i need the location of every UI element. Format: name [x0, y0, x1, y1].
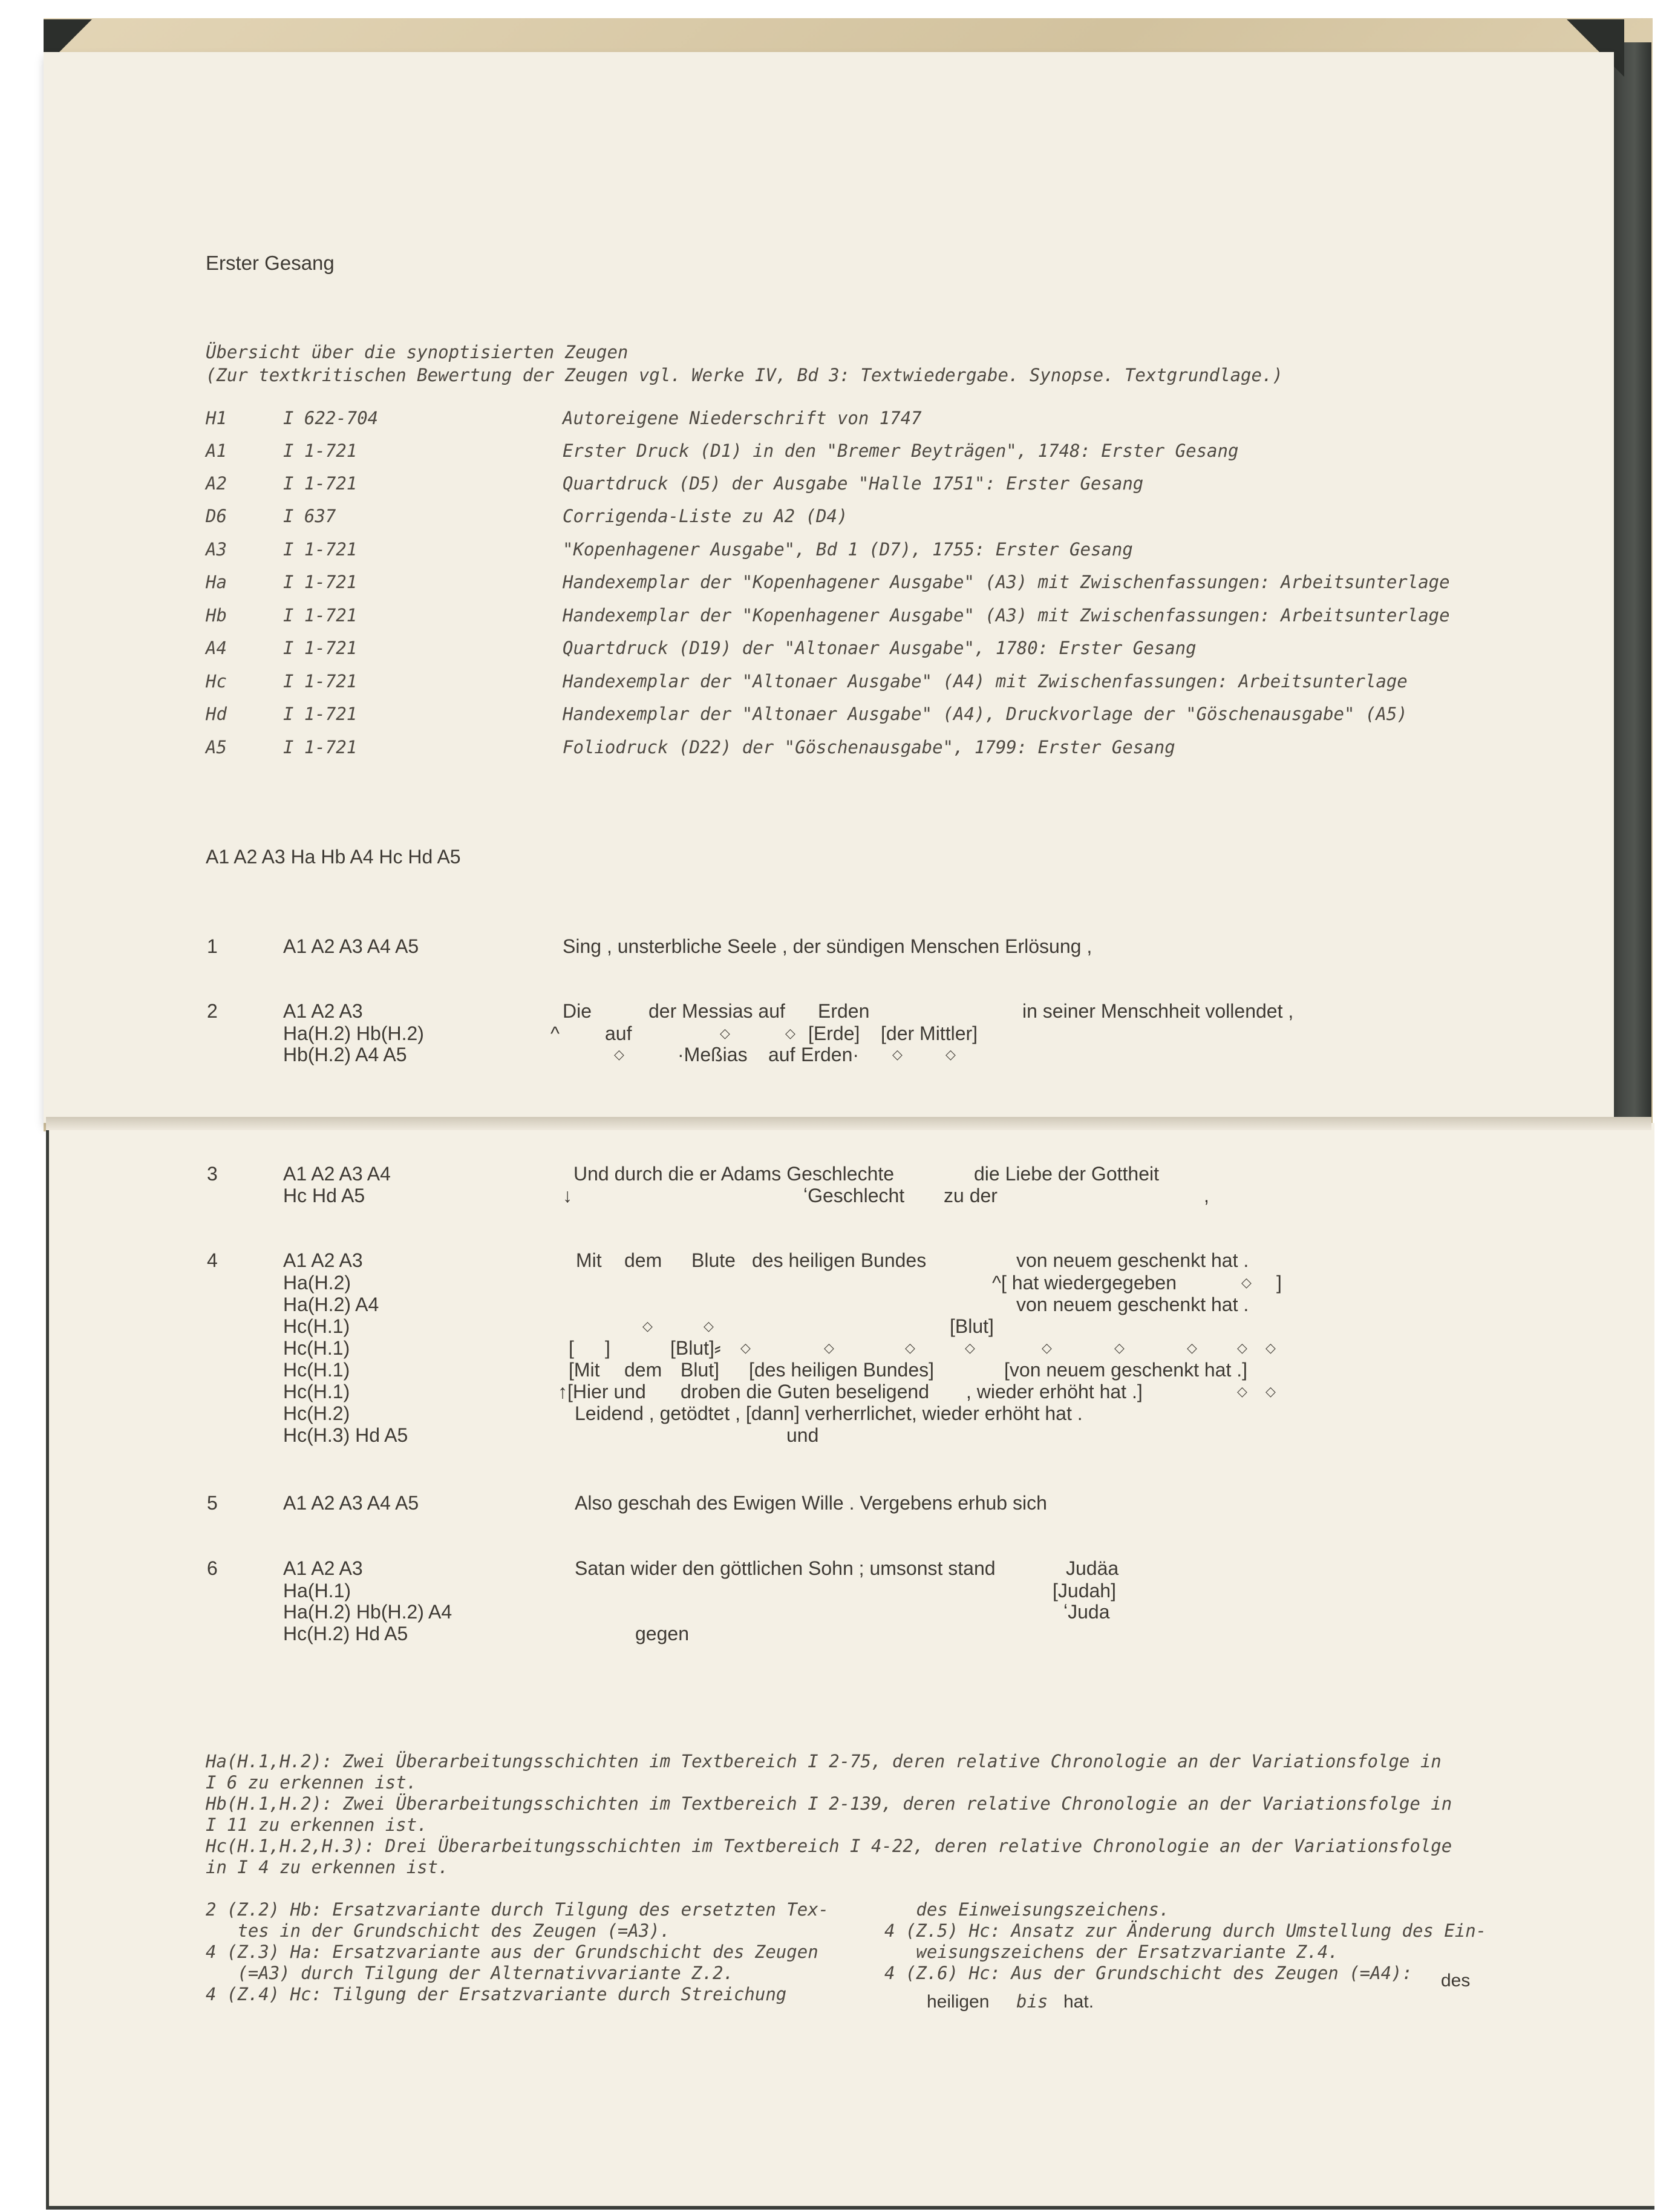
verse-text: der Messias auf — [648, 1000, 785, 1022]
verse-text: [Judah] — [1053, 1580, 1116, 1602]
note-line: I 6 zu erkennen ist. — [206, 1772, 417, 1793]
verse-text: zu der — [944, 1185, 998, 1206]
witness-sigla: Hc(H.3) Hd A5 — [283, 1424, 408, 1446]
variant-marker: ◇ — [1187, 1341, 1197, 1356]
page-heading: Erster Gesang — [206, 252, 335, 274]
note-tail-word: des — [1441, 1971, 1471, 1991]
witness-description: Handexemplar der "Altonaer Ausgabe" (A4), Druckvorlage der "Göschenausgabe" (A5) — [563, 704, 1408, 724]
witness-range: I 637 — [283, 506, 336, 526]
variant-marker: ◇ — [1237, 1384, 1247, 1399]
verse-text: ↓ — [563, 1185, 572, 1206]
witness-range: I 622-704 — [283, 408, 379, 428]
witness-sigla: Hc(H.1) — [283, 1315, 350, 1337]
witness-sigla: Hc(H.1) — [283, 1381, 350, 1402]
verse-text: , — [1204, 1185, 1209, 1206]
witness-sigla: Hc(H.2) Hd A5 — [283, 1623, 408, 1644]
witness-sigla: Ha(H.2) Hb(H.2) A4 — [283, 1601, 452, 1623]
witness-description: Foliodruck (D22) der "Göschenausgabe", 1799: Erster Gesang — [563, 737, 1175, 758]
witness-sigla: Hc(H.2) — [283, 1402, 350, 1424]
witness-range: I 1-721 — [283, 737, 358, 758]
verse-text: von neuem geschenkt hat . — [1016, 1294, 1249, 1315]
verse-text: Mit — [576, 1249, 602, 1271]
witness-siglum: Hd — [206, 704, 227, 724]
witness-sigla: Ha(H.2) Hb(H.2) — [283, 1023, 424, 1044]
verse-text: die Liebe der Gottheit — [974, 1163, 1159, 1185]
verse-text: Erden — [818, 1000, 870, 1022]
witness-list: A1 A2 A3 Ha Hb A4 Hc Hd A5 — [206, 846, 461, 868]
verse-text: dem — [624, 1359, 662, 1381]
note-line: Ha(H.1,H.2): Zwei Überarbeitungsschichten im Textbereich I 2-75, deren relative Chronologie an der Variationsfolge in — [206, 1751, 1442, 1772]
note-line: weisungszeichens der Ersatzvariante Z.4. — [884, 1942, 1339, 1962]
witness-range: I 1-721 — [283, 539, 358, 560]
verse-number: 4 — [207, 1249, 218, 1271]
witness-siglum: Ha — [206, 572, 227, 592]
note-tail-word: bis — [1016, 1991, 1048, 2012]
verse-text: [Mit — [569, 1359, 600, 1381]
note-tail-word: hat. — [1063, 1992, 1094, 2012]
witness-sigla: A1 A2 A3 A4 — [283, 1163, 391, 1185]
verse-text: in seiner Menschheit vollendet , — [1022, 1000, 1294, 1022]
witness-sigla: Hc(H.1) — [283, 1337, 350, 1359]
variant-marker: ◇ — [1241, 1275, 1252, 1291]
note-tail-word: heiligen — [927, 1992, 990, 2012]
verse-text: ^[ hat wiedergegeben — [992, 1272, 1177, 1294]
note-line: 4 (Z.6) Hc: Aus der Grundschicht des Zeugen (=A4): — [884, 1963, 1412, 1983]
witness-siglum: A5 — [206, 737, 227, 758]
witness-range: I 1-721 — [283, 605, 358, 626]
variant-marker: ◇ — [905, 1341, 915, 1356]
verse-text: Also geschah des Ewigen Wille . Vergebens erhub sich — [575, 1492, 1047, 1514]
witness-range: I 1-721 — [283, 440, 358, 461]
variant-marker: ◇ — [614, 1047, 624, 1062]
note-line: Hb(H.1,H.2): Zwei Überarbeitungsschichten im Textbereich I 2-139, deren relative Chronologie an der Variationsfolge in — [206, 1793, 1452, 1814]
verse-text: ʻJuda — [1063, 1601, 1110, 1623]
note-line: 4 (Z.5) Hc: Ansatz zur Änderung durch Umstellung des Ein- — [884, 1920, 1487, 1941]
verse-number: 2 — [207, 1000, 218, 1022]
witness-siglum: A2 — [206, 473, 227, 494]
overview-subtitle: (Zur textkritischen Bewertung der Zeugen vgl. Werke IV, Bd 3: Textwiedergabe. Synopse. Textgrundlage.) — [206, 365, 1283, 385]
verse-text: auf — [768, 1044, 795, 1065]
overview-title: Übersicht über die synoptisierten Zeugen — [206, 342, 629, 362]
verse-text: Erden· — [801, 1044, 860, 1065]
note-line: in I 4 zu erkennen ist. — [206, 1857, 449, 1877]
verse-text: ] — [605, 1337, 610, 1359]
verse-text: [des heiligen Bundes] — [749, 1359, 934, 1381]
witness-description: Quartdruck (D5) der Ausgabe "Halle 1751": Erster Gesang — [563, 473, 1144, 494]
witness-sigla: Hb(H.2) A4 A5 — [283, 1044, 407, 1065]
verse-text: Leidend , getödtet , [dann] verherrlichet, wieder erhöht hat . — [575, 1402, 1083, 1424]
witness-siglum: Hc — [206, 671, 227, 692]
note-line: 4 (Z.4) Hc: Tilgung der Ersatzvariante durch Streichung — [206, 1984, 787, 2004]
note-line: Hc(H.1,H.2,H.3): Drei Überarbeitungsschichten im Textbereich I 4-22, deren relative Chronologie an der Variationsfolge — [206, 1836, 1452, 1856]
verse-text: Judäa — [1066, 1557, 1119, 1579]
witness-range: I 1-721 — [283, 473, 358, 494]
verse-text: ^ — [550, 1023, 560, 1044]
variant-marker: ◇ — [704, 1319, 714, 1334]
witness-description: "Kopenhagener Ausgabe", Bd 1 (D7), 1755: Erster Gesang — [563, 539, 1133, 560]
note-line: 2 (Z.2) Hb: Ersatzvariante durch Tilgung des ersetzten Tex- — [206, 1899, 829, 1920]
verse-text: Sing , unsterbliche Seele , der sündigen Menschen Erlösung , — [563, 935, 1092, 957]
witness-description: Quartdruck (D19) der "Altonaer Ausgabe", 1780: Erster Gesang — [563, 638, 1197, 658]
variant-marker: ◇ — [1114, 1341, 1125, 1356]
verse-text: [der Mittler] — [881, 1023, 978, 1044]
verse-number: 6 — [207, 1557, 218, 1579]
witness-description: Erster Druck (D1) in den "Bremer Beyträgen", 1748: Erster Gesang — [563, 440, 1239, 461]
verse-text: [ — [569, 1337, 574, 1359]
verse-text: ] — [1276, 1272, 1282, 1294]
witness-sigla: Hc(H.1) — [283, 1359, 350, 1381]
witness-siglum: A1 — [206, 440, 227, 461]
variant-marker: ◇ — [1265, 1341, 1276, 1356]
variant-marker: ◇ — [785, 1026, 795, 1041]
verse-text: [von neuem geschenkt hat .] — [1004, 1359, 1248, 1381]
witness-siglum: A3 — [206, 539, 227, 560]
verse-text: ʻGeschlecht — [803, 1185, 905, 1206]
verse-text: auf — [605, 1023, 632, 1044]
verse-number: 1 — [207, 935, 218, 957]
verse-text: gegen — [635, 1623, 689, 1644]
witness-sigla: Ha(H.1) — [283, 1580, 351, 1602]
witness-sigla: A1 A2 A3 — [283, 1557, 363, 1579]
variant-marker: ◇ — [1042, 1341, 1052, 1356]
witness-description: Handexemplar der "Kopenhagener Ausgabe" (A3) mit Zwischenfassungen: Arbeitsunterlage — [563, 572, 1450, 592]
variant-marker: ◇ — [965, 1341, 975, 1356]
witness-sigla: Ha(H.2) A4 — [283, 1294, 379, 1315]
variant-marker: ◇ — [642, 1319, 653, 1334]
witness-range: I 1-721 — [283, 572, 358, 592]
variant-marker: ◇ — [720, 1026, 730, 1041]
verse-text: [Blut]⸗ — [670, 1337, 721, 1359]
witness-siglum: H1 — [206, 408, 227, 428]
witness-sigla: Ha(H.2) — [283, 1272, 351, 1294]
verse-text: von neuem geschenkt hat . — [1016, 1249, 1249, 1271]
witness-sigla: A1 A2 A3 A4 A5 — [283, 1492, 419, 1514]
verse-text: ↑[Hier und — [558, 1381, 646, 1402]
verse-text: Und durch die er Adams Geschlechte — [573, 1163, 895, 1185]
verse-text: [Blut] — [950, 1315, 994, 1337]
verse-text: Die — [563, 1000, 592, 1022]
verse-text: Satan wider den göttlichen Sohn ; umsonst stand — [575, 1557, 996, 1579]
verse-number: 5 — [207, 1492, 218, 1514]
verse-text: Blute — [691, 1249, 736, 1271]
witness-description: Handexemplar der "Kopenhagener Ausgabe" (A3) mit Zwischenfassungen: Arbeitsunterlage — [563, 605, 1450, 626]
verse-text: dem — [624, 1249, 662, 1271]
note-line: I 11 zu erkennen ist. — [206, 1814, 428, 1835]
variant-marker: ◇ — [824, 1341, 834, 1356]
verse-text: droben die Guten beseligend — [681, 1381, 929, 1402]
verse-text: und — [786, 1424, 819, 1446]
witness-sigla: A1 A2 A3 — [283, 1249, 363, 1271]
variant-marker: ◇ — [1265, 1384, 1276, 1399]
witness-siglum: A4 — [206, 638, 227, 658]
witness-sigla: Hc Hd A5 — [283, 1185, 365, 1206]
verse-text: , wieder erhöht hat .] — [966, 1381, 1143, 1402]
note-line: 4 (Z.3) Ha: Ersatzvariante aus der Grundschicht des Zeugen — [206, 1942, 818, 1962]
witness-siglum: D6 — [206, 506, 227, 526]
variant-marker: ◇ — [892, 1047, 903, 1062]
note-line: tes in der Grundschicht des Zeugen (=A3). — [206, 1920, 671, 1941]
verse-number: 3 — [207, 1163, 218, 1185]
verse-text: des heiligen Bundes — [752, 1249, 927, 1271]
variant-marker: ◇ — [1237, 1341, 1247, 1356]
witness-description: Handexemplar der "Altonaer Ausgabe" (A4) mit Zwischenfassungen: Arbeitsunterlage — [563, 671, 1408, 692]
witness-description: Autoreigene Niederschrift von 1747 — [563, 408, 922, 428]
note-line: des Einweisungszeichens. — [884, 1899, 1170, 1920]
witness-range: I 1-721 — [283, 671, 358, 692]
verse-text: Blut] — [681, 1359, 720, 1381]
witness-siglum: Hb — [206, 605, 227, 626]
witness-sigla: A1 A2 A3 — [283, 1000, 363, 1022]
witness-range: I 1-721 — [283, 704, 358, 724]
verse-text: ·Meßias — [678, 1044, 748, 1065]
witness-range: I 1-721 — [283, 638, 358, 658]
witness-sigla: A1 A2 A3 A4 A5 — [283, 935, 419, 957]
note-line: (=A3) durch Tilgung der Alternativvariante Z.2. — [206, 1963, 734, 1983]
variant-marker: ◇ — [945, 1047, 956, 1062]
variant-marker: ◇ — [740, 1341, 751, 1356]
verse-text: [Erde] — [808, 1023, 860, 1044]
witness-description: Corrigenda-Liste zu A2 (D4) — [563, 506, 848, 526]
